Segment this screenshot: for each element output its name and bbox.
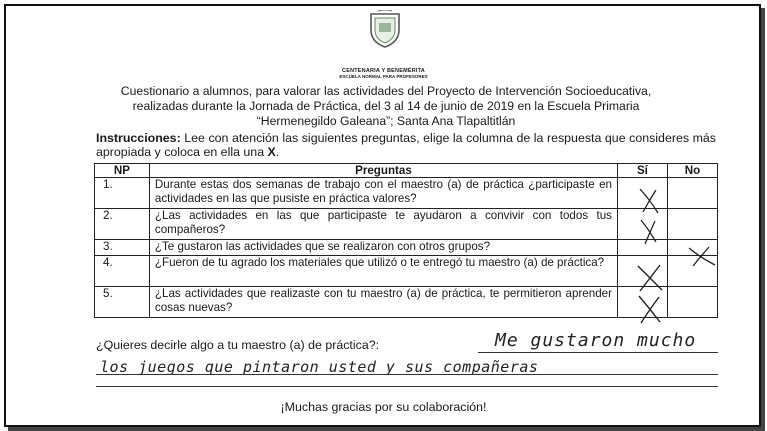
no-cell[interactable] — [667, 209, 717, 240]
x-mark-row1-yes — [630, 186, 670, 216]
instructions-label: Instrucciones: — [96, 131, 181, 145]
table-row — [95, 240, 718, 256]
row-number: 5. — [95, 287, 150, 318]
questionnaire-table — [94, 163, 718, 318]
table-row — [95, 178, 718, 209]
institution-line2: ESCUELA NORMAL PARA PROFESORES — [339, 74, 428, 79]
table-row — [95, 287, 718, 318]
answer-line — [96, 386, 718, 387]
x-mark-row5-yes — [630, 293, 670, 325]
row-number: 1. — [95, 178, 150, 209]
handwritten-answer-line1: Me gustaron mucho — [495, 330, 697, 351]
closing-message: ¡Muchas gracias por su colaboración! — [280, 400, 487, 414]
x-mark-row4-yes — [630, 262, 670, 294]
header-questions: Preguntas — [149, 164, 617, 178]
header-yes: Sí — [617, 164, 667, 178]
followup-question: ¿Quieres decirle algo a tu maestro (a) de práctica?: — [96, 338, 380, 352]
row-question: ¿Las actividades en las que participaste te ayudaron a convivir con todos tus compañeros? — [149, 209, 617, 240]
row-question: ¿Las actividades que realizaste con tu maestro (a) de práctica, te permitieron aprender cosas nuevas? — [149, 287, 617, 318]
row-number: 3. — [95, 240, 150, 256]
no-cell[interactable] — [667, 287, 717, 318]
row-question: Durante estas dos semanas de trabajo con el maestro (a) de práctica ¿participaste en actividades en las que pusiste en práctica valores? — [149, 178, 617, 209]
table-row — [95, 256, 718, 287]
answer-line — [478, 352, 718, 353]
instructions — [96, 131, 716, 159]
header-no: No — [667, 164, 717, 178]
no-cell[interactable] — [667, 178, 717, 209]
answer-line — [96, 374, 718, 375]
x-mark-row2-yes — [630, 216, 670, 246]
row-question: ¿Fueron de tu agrado los materiales que utilizó o te entregó tu maestro (a) de práctica? — [149, 256, 617, 287]
x-mark-row3-no — [683, 244, 723, 268]
document-title: Cuestionario a alumnos, para valorar las actividades del Proyecto de Intervención Socioeducativa, realizadas durante la Jornada de Práctica, del 3 al 14 de junio de 2019 en la Escuela Primaria “Hermenegildo Galeana”; Santa Ana Tlapaltitlán — [120, 84, 652, 128]
row-number: 2. — [95, 209, 150, 240]
school-seal-logo — [368, 10, 402, 48]
institution-line1: CENTENARIA Y BENEMÉRITA — [342, 68, 425, 74]
table-row — [95, 209, 718, 240]
instructions-text: Lee con atención las siguientes preguntas, elige la columna de la respuesta que consideres más apropiada y coloca en ella una — [96, 131, 716, 159]
row-question: ¿Te gustaron las actividades que se realizaron con otros grupos? — [149, 240, 617, 256]
row-number: 4. — [95, 256, 150, 287]
instructions-end: . — [275, 145, 280, 159]
header-np: NP — [95, 164, 150, 178]
handwritten-answer-line2: los juegos que pintaron usted y sus compañeras — [100, 358, 539, 376]
instructions-mark: X — [267, 145, 276, 159]
table-header-row — [95, 164, 718, 178]
